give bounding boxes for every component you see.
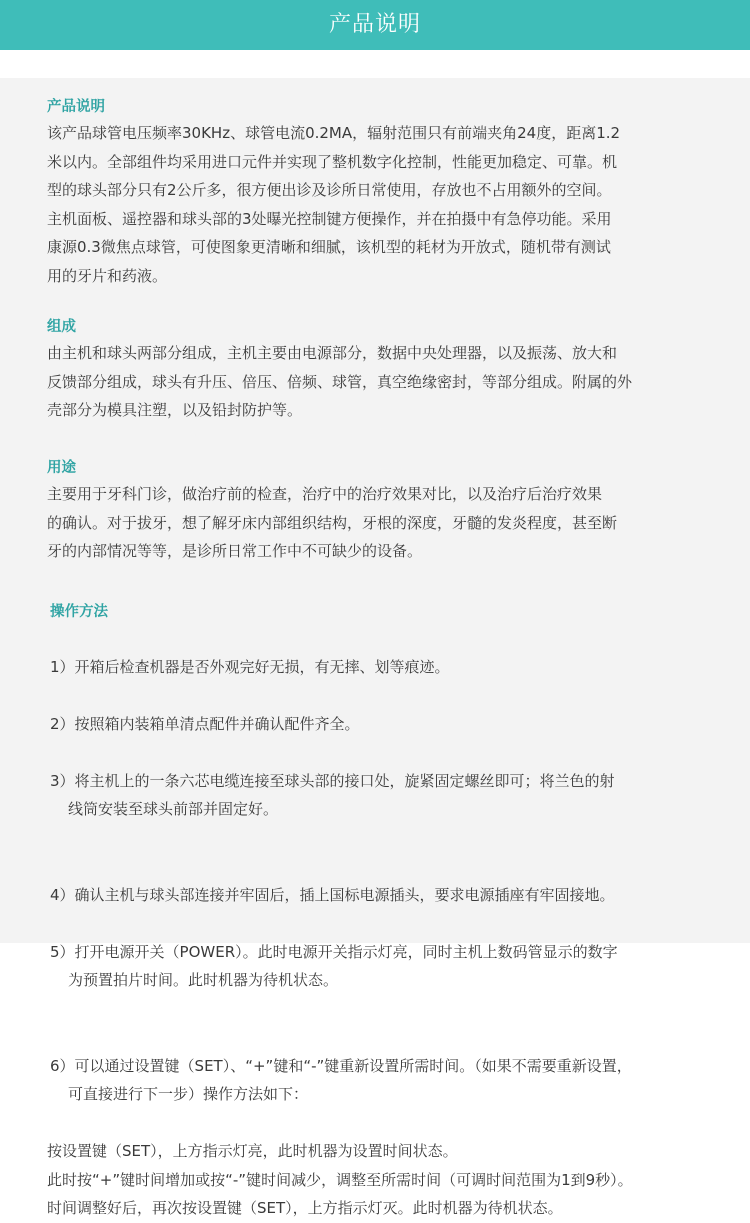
step-line: 2）按照箱内装箱单清点配件并确认配件齐全。 (50, 714, 360, 733)
step-line: 3）将主机上的一条六芯电缆连接至球头部的接口处，旋紧固定螺丝即可；将兰色的射 (50, 771, 615, 790)
page-header (0, 0, 750, 50)
operation-note: 时间调整好后，再次按设置键（SET），上方指示灯灭。此时机器为待机状态。 (47, 1199, 563, 1217)
section-text-line: 由主机和球头两部分组成，主机主要由电源部分，数据中央处理器，以及振荡、放大和 (47, 344, 618, 362)
step-line-continued: 可直接进行下一步）操作方法如下： (68, 1085, 309, 1103)
section-text-line: 米以内。全部组件均采用进口元件并实现了整机数字化控制，性能更加稳定、可靠。机 (47, 152, 618, 171)
section-heading: 组成 (47, 319, 76, 335)
section-heading: 产品说明 (47, 99, 105, 115)
step-line-continued: 为预置拍片时间。此时机器为待机状态。 (68, 971, 339, 989)
step-item (47, 738, 714, 852)
step-line: 1）开箱后检查机器是否外观完好无损，有无摔、划等痕迹。 (50, 657, 450, 676)
section-text-line: 反馈部分组成，球头有升压、倍压、倍频、球管，真空绝缘密封，等部分组成。附属的外 (47, 372, 633, 391)
step-line-continued: 线筒安装至球头前部并固定好。 (68, 800, 279, 818)
step-item (47, 681, 714, 738)
step-line: 6）可以通过设置键（SET）、“+”键和“-”键重新设置所需时间。（如果不需要重新设置， (50, 1056, 632, 1075)
section-text-line: 用的牙片和药液。 (47, 266, 168, 285)
section-heading: 用途 (47, 460, 76, 476)
section-text-line: 主机面板、遥控器和球头部的3处曝光控制键方便操作，并在拍摄中有急停功能。采用 (47, 209, 612, 228)
section-heading: 操作方法 (50, 604, 108, 620)
content-panel (0, 78, 750, 1217)
step-item (47, 624, 714, 681)
section-operation (47, 600, 714, 1223)
section-text-line: 康源0.3微焦点球管，可使图象更清晰和细腻，该机型的耗材为开放式，随机带有测试 (47, 238, 611, 256)
step-item (47, 1023, 714, 1137)
section-text-line: 的确认。对于拔牙，想了解牙床内部组织结构，牙根的深度，牙髓的发炎程度，甚至断 (47, 513, 618, 532)
page-title: 产品说明 (328, 12, 421, 37)
section-usage (47, 456, 710, 566)
header-spacer (0, 50, 750, 78)
section-composition (47, 315, 710, 425)
section-text-line: 型的球头部分只有2公斤多，很方便出诊及诊所日常使用，存放也不占用额外的空间。 (47, 181, 612, 199)
section-product-description (47, 95, 710, 290)
operation-note: 按设置键（SET），上方指示灯亮，此时机器为设置时间状态。 (47, 1142, 458, 1160)
step-item (47, 909, 714, 1023)
section-text-line: 主要用于牙科门诊，做治疗前的检查，治疗中的治疗效果对比，以及治疗后治疗效果 (47, 485, 603, 503)
section-text-line: 该产品球管电压频率30KHz、球管电流0.2MA，辐射范围只有前端夹角24度，距离1.2 (47, 124, 621, 142)
section-text-line: 牙的内部情况等等，是诊所日常工作中不可缺少的设备。 (47, 542, 423, 560)
section-text-line: 壳部分为模具注塑，以及铅封防护等。 (47, 401, 303, 419)
step-item (47, 852, 714, 909)
operation-note: 此时按“+”键时间增加或按“-”键时间减少，调整至所需时间（可调时间范围为1到9秒）。 (47, 1170, 633, 1189)
step-line: 5）打开电源开关（POWER）。此时电源开关指示灯亮，同时主机上数码管显示的数字 (50, 942, 618, 961)
step-line: 4）确认主机与球头部连接并牢固后，插上国标电源插头，要求电源插座有牢固接地。 (50, 885, 615, 904)
